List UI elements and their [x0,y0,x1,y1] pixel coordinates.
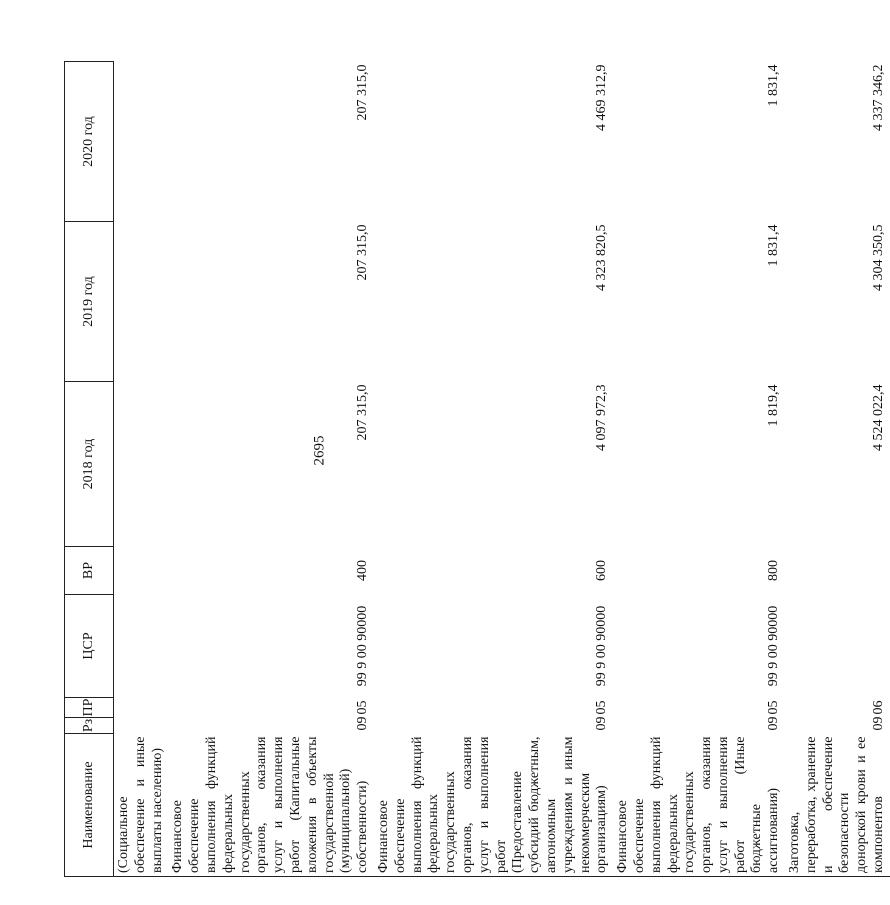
row-2019: 207 315,0 [355,224,371,281]
row-2018: 4 524 022,4 [871,384,887,451]
row-vr [114,547,169,595]
row-2019: 4 304 350,5 [871,224,887,291]
header-csr: ЦСР [65,595,114,698]
row-name: Заготовка, переработка, хранение и обеспечение безопасности донорской крови и ее компонентов [785,734,890,877]
table-row [613,62,785,877]
row-rz [114,718,169,734]
row-2018: 207 315,0 [355,384,371,441]
row-2018: 1 819,4 [766,384,782,427]
row-rz: 09 [871,716,887,731]
row-pr: 06 [871,700,887,715]
row-csr: 99 9 00 90000 [355,605,371,687]
header-pr: ПР [65,698,114,718]
row-2020 [114,62,169,222]
row-name: Финансовое обеспечение выполнения функций федеральных государственных органов, оказания услуг и выполнения работ (Иные бюджетные ассигнования) [613,734,785,877]
budget-table [64,61,890,877]
page-number-text: 2695 [311,435,328,466]
rotated-table-container [64,62,887,877]
row-2019 [114,222,169,382]
header-2018: 2018 год [65,382,114,547]
row-name: (Социальное обеспечение и иные выплаты населению) [114,734,169,877]
row-2019: 4 323 820,5 [594,224,610,291]
table-row [785,62,890,877]
row-name: Финансовое обеспечение выполнения функций федеральных государственных органов, оказания услуг и выполнения работ (Капитальные вложения в объекты государственной (муниципальной) собственности) [168,734,374,877]
row-pr: 05 [766,700,782,715]
header-row [65,62,114,877]
table-row [374,62,613,877]
row-vr [785,547,890,595]
row-2020: 4 469 312,9 [594,64,610,131]
row-pr [114,698,169,718]
row-rz: 09 [594,716,610,731]
row-2018: 4 097 972,3 [594,384,610,451]
row-2020: 1 831,4 [766,64,782,107]
row-vr: 600 [594,560,610,581]
row-2020: 4 337 346,2 [871,64,887,131]
table-row [114,62,169,877]
header-2020: 2020 год [65,62,114,222]
row-vr: 400 [355,560,371,581]
row-2020: 207 315,0 [355,64,371,121]
row-2019: 1 831,4 [766,224,782,267]
row-csr [785,595,890,698]
header-rz: Рз [65,718,114,734]
row-csr [114,595,169,698]
row-rz: 09 [766,716,782,731]
header-vr: ВР [65,547,114,595]
row-rz: 09 [355,716,371,731]
row-vr: 800 [766,560,782,581]
row-pr: 05 [355,700,371,715]
table-row [168,62,374,877]
row-2018 [114,382,169,547]
header-name: Наименование [65,734,114,877]
row-csr: 99 9 00 90000 [594,605,610,687]
row-name: Финансовое обеспечение выполнения функций федеральных государственных органов, оказания услуг и выполнения работ (Предоставление субсидий бюджетным, автономным учреждениям и иным некоммерческим организациям) [374,734,613,877]
row-pr: 05 [594,700,610,715]
row-csr: 99 9 00 90000 [766,605,782,687]
header-2019: 2019 год [65,222,114,382]
